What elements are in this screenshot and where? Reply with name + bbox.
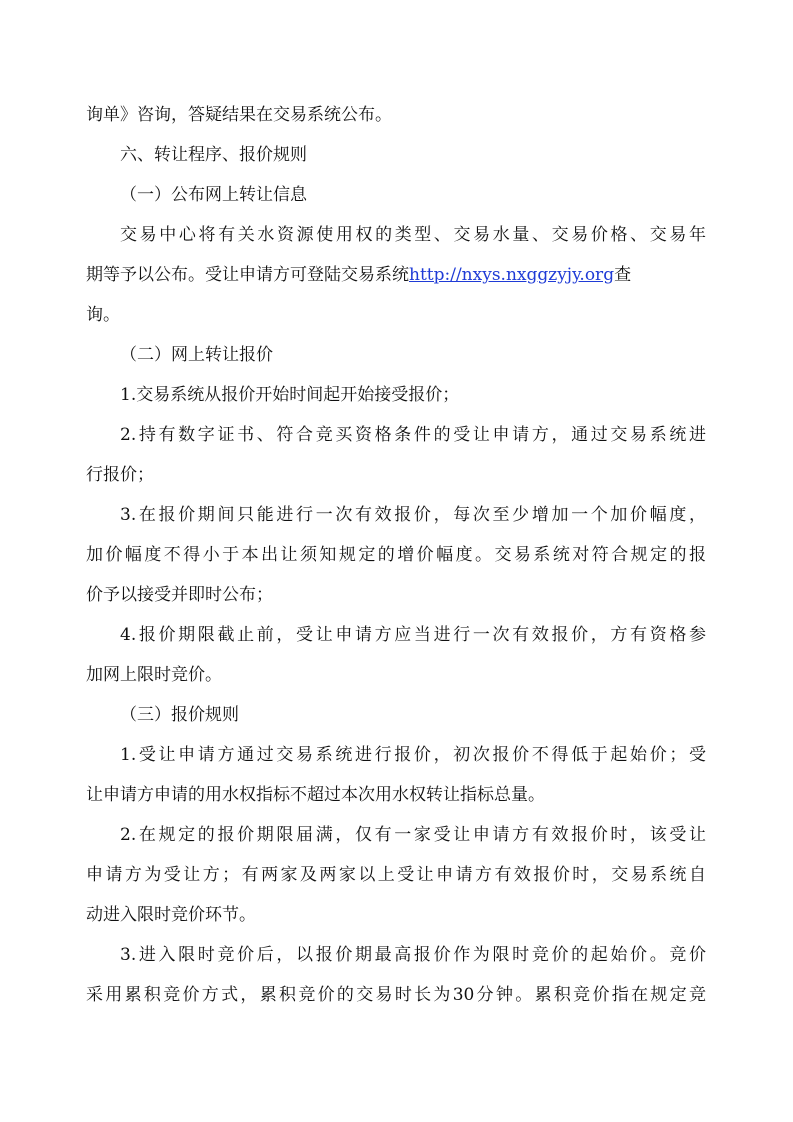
paragraph-line: 加价幅度不得小于本出让须知规定的增价幅度。交易系统对符合规定的报	[86, 545, 706, 565]
paragraph-line: 询单》咨询，答疑结果在交易系统公布。	[86, 105, 392, 125]
paragraph-line: 动进入限时竞价环节。	[86, 905, 256, 925]
paragraph-line	[86, 255, 706, 295]
paragraph-text: 查	[614, 265, 632, 285]
subsection-heading: （二）网上转让报价	[120, 345, 273, 365]
paragraph-line: 2.持有数字证书、符合竞买资格条件的受让申请方，通过交易系统进	[120, 425, 706, 445]
paragraph-line: 询。	[86, 305, 120, 325]
paragraph-line: 让申请方申请的用水权指标不超过本次用水权转让指标总量。	[86, 785, 545, 805]
paragraph-line: 采用累积竞价方式，累积竞价的交易时长为30分钟。累积竞价指在规定竞	[86, 985, 706, 1005]
section-heading: 六、转让程序、报价规则	[120, 145, 307, 165]
paragraph-line: 1.受让申请方通过交易系统进行报价，初次报价不得低于起始价；受	[120, 745, 706, 765]
paragraph-line: 交易中心将有关水资源使用权的类型、交易水量、交易价格、交易年	[120, 225, 706, 245]
paragraph-text: 期等予以公布。受让申请方可登陆交易系统	[86, 265, 409, 285]
subsection-heading: （三）报价规则	[120, 705, 239, 725]
paragraph-line: 3.在报价期间只能进行一次有效报价，每次至少增加一个加价幅度，	[120, 505, 706, 525]
paragraph-line: 加网上限时竞价。	[86, 665, 222, 685]
paragraph-line: 价予以接受并即时公布；	[86, 585, 273, 605]
paragraph-line: 行报价；	[86, 465, 154, 485]
paragraph-line: 2.在规定的报价期限届满，仅有一家受让申请方有效报价时，该受让	[120, 825, 706, 845]
trading-system-link[interactable]: http://nxys.nxggzyjy.org	[409, 265, 615, 285]
paragraph-line: 申请方为受让方；有两家及两家以上受让申请方有效报价时，交易系统自	[86, 865, 706, 885]
subsection-heading: （一）公布网上转让信息	[120, 185, 307, 205]
paragraph-line: 3.进入限时竞价后，以报价期最高报价作为限时竞价的起始价。竞价	[120, 945, 706, 965]
paragraph-line: 1.交易系统从报价开始时间起开始接受报价；	[120, 385, 460, 405]
paragraph-line: 4.报价期限截止前，受让申请方应当进行一次有效报价，方有资格参	[120, 625, 706, 645]
document-page	[86, 95, 706, 1015]
